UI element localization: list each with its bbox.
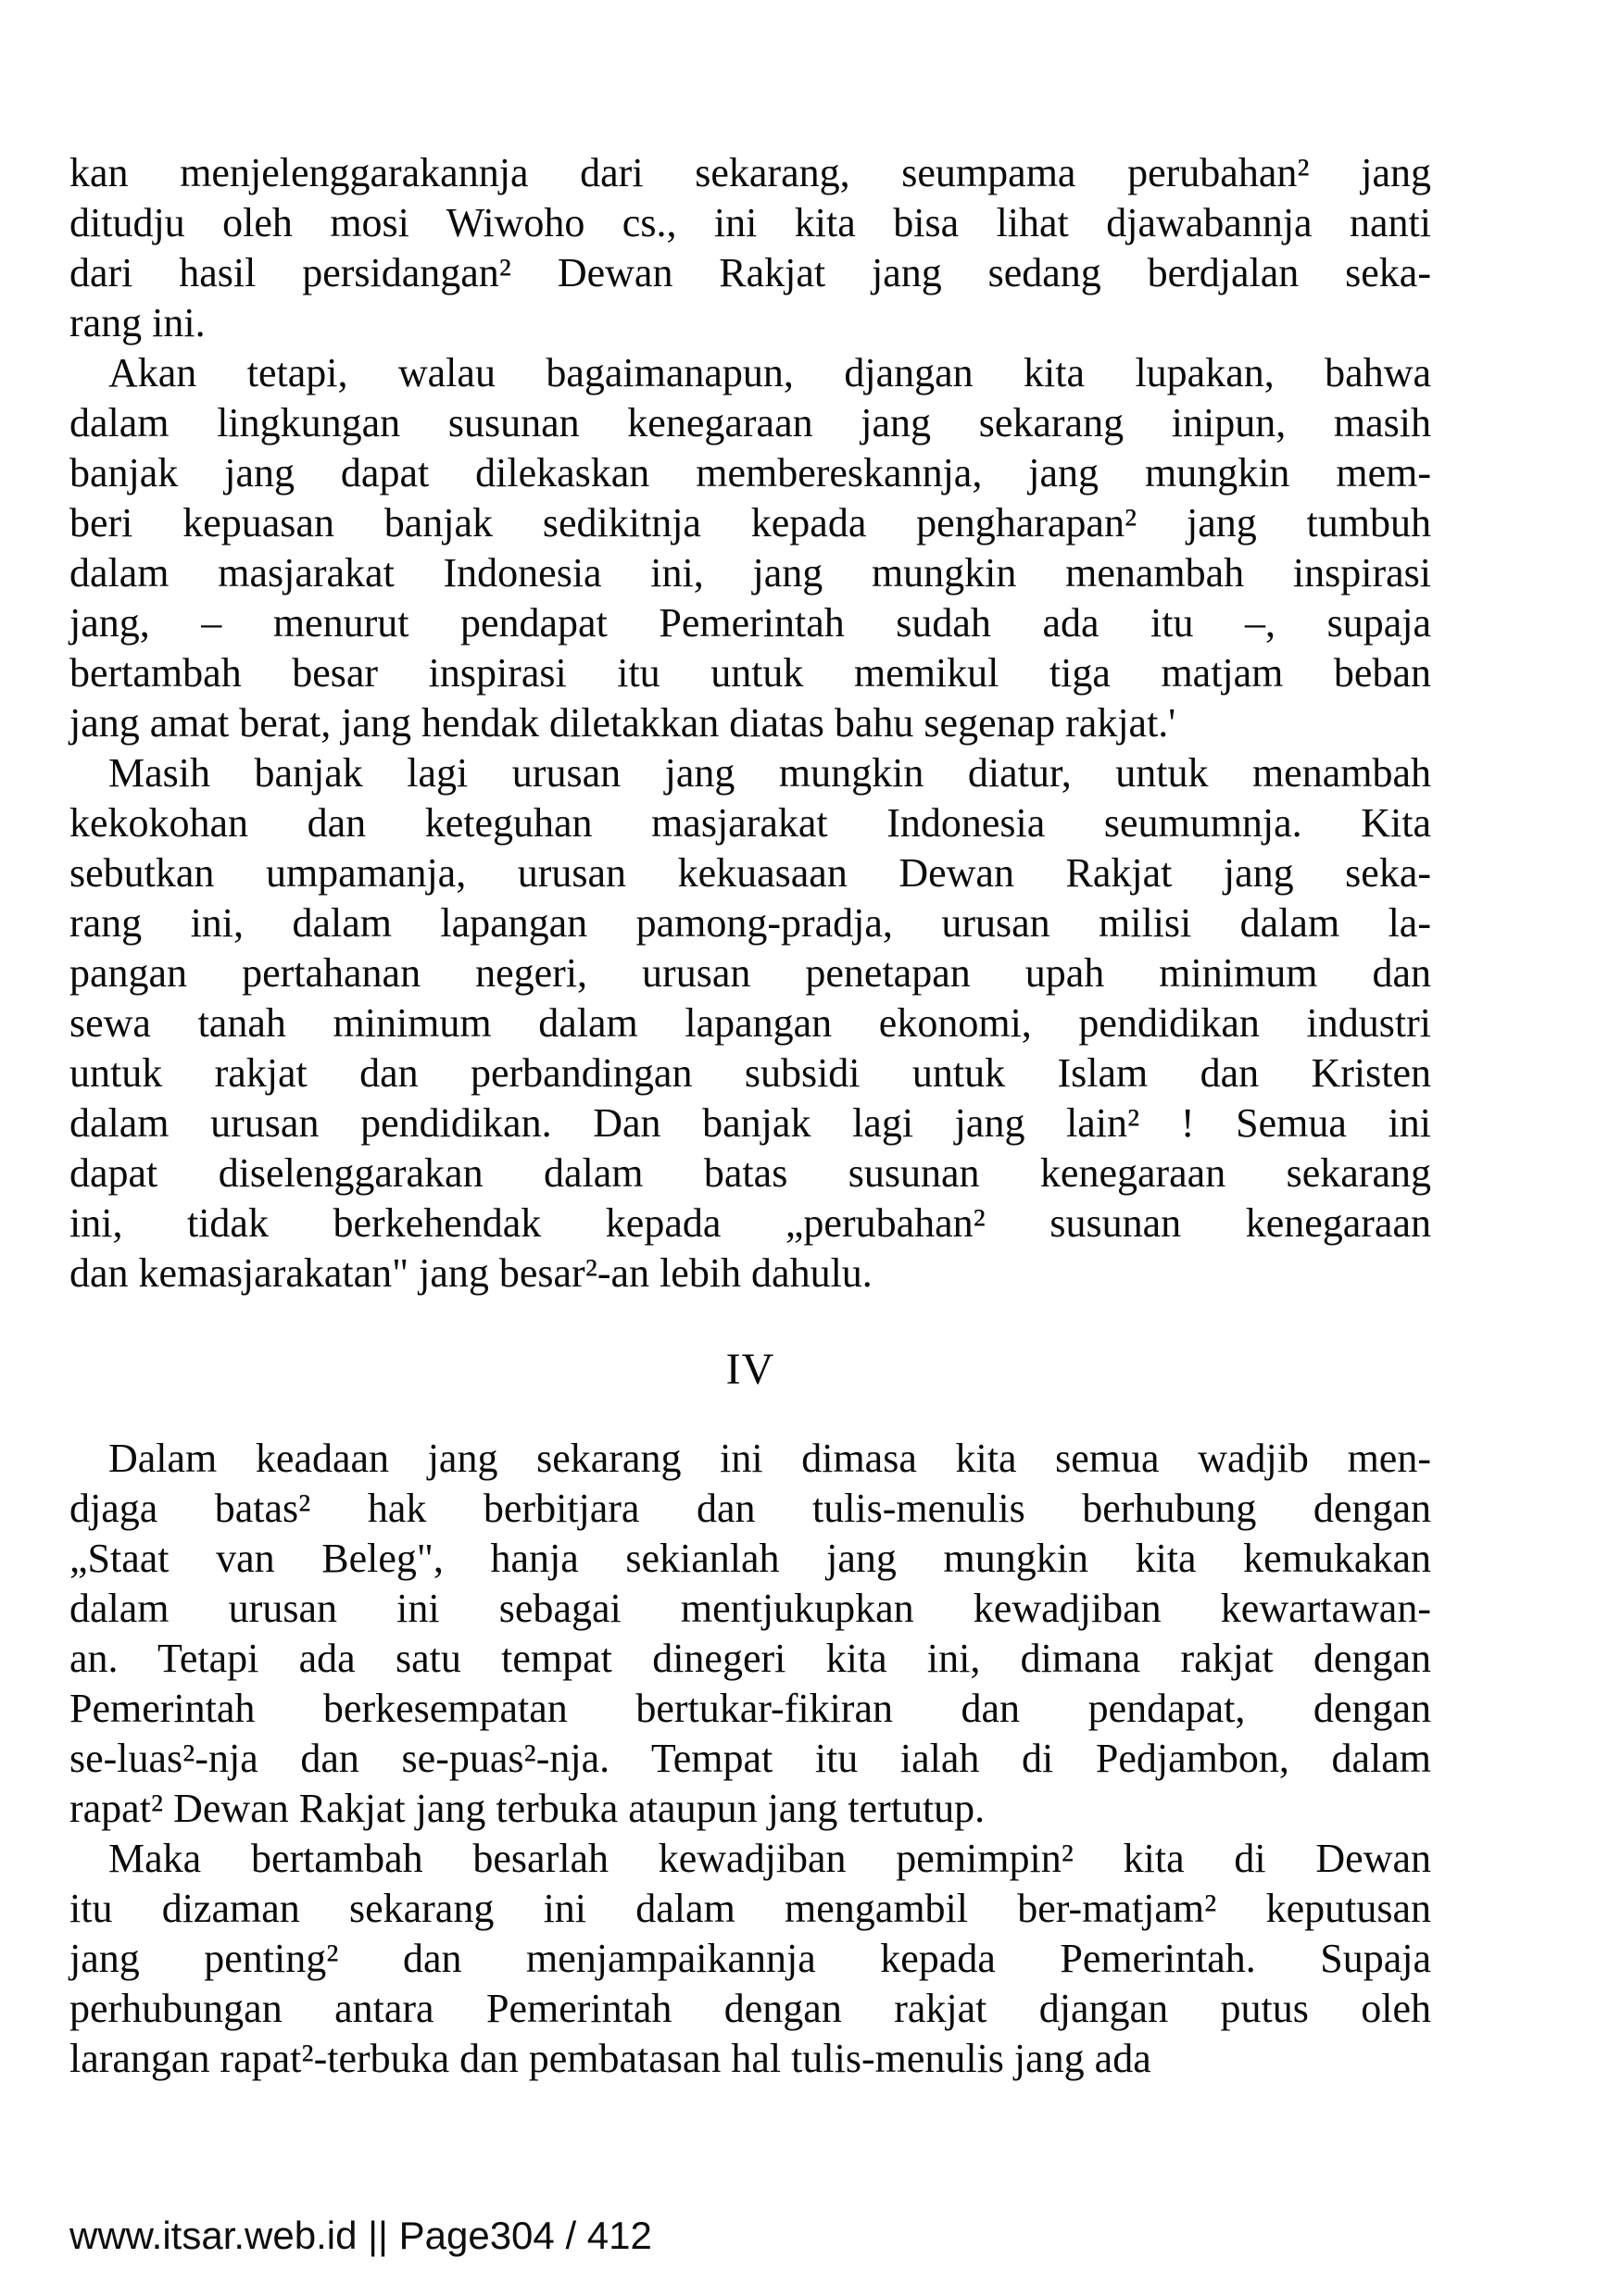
text-line: rapat² Dewan Rakjat jang terbuka ataupun jang tertutup. xyxy=(69,1786,986,1831)
text-line: dalam urusan ini sebagai mentjukupkan kewadjiban kewartawan- xyxy=(69,1586,1431,1631)
text-line: rang ini. xyxy=(69,300,206,345)
text-line: se-luas²-nja dan se-puas²-nja. Tempat itu ialah di Pedjambon, dalam xyxy=(69,1736,1431,1781)
text-line: Akan tetapi, walau bagaimanapun, djangan kita lupakan, bahwa xyxy=(108,350,1431,395)
paragraph xyxy=(69,1434,1431,1834)
text-line: bertambah besar inspirasi itu untuk memikul tiga matjam beban xyxy=(69,650,1431,696)
text-line: perhubungan antara Pemerintah dengan rakjat djangan putus oleh xyxy=(69,1986,1431,2031)
text-line: jang amat berat, jang hendak diletakkan diatas bahu segenap rakjat.' xyxy=(69,700,1176,746)
text-line: an. Tetapi ada satu tempat dinegeri kita ini, dimana rakjat dengan xyxy=(69,1636,1431,1681)
page-content xyxy=(69,148,1431,2084)
text-line: beri kepuasan banjak sedikitnja kepada pengharapan² jang tumbuh xyxy=(69,500,1431,546)
text-line: ini, tidak berkehendak kepada „perubahan² susunan kenegaraan xyxy=(69,1200,1431,1246)
text-line: Dalam keadaan jang sekarang ini dimasa kita semua wadjib men- xyxy=(108,1436,1431,1481)
paragraph xyxy=(69,348,1431,748)
paragraph xyxy=(69,1834,1431,2084)
text-line: banjak jang dapat dilekaskan membereskannja, jang mungkin mem- xyxy=(69,450,1431,496)
text-line: kan menjelenggarakannja dari sekarang, seumpama perubahan² jang xyxy=(69,150,1431,195)
text-line: sewa tanah minimum dalam lapangan ekonomi, pendidikan industri xyxy=(69,1000,1431,1046)
text-line: „Staat van Beleg", hanja sekianlah jang mungkin kita kemukakan xyxy=(69,1536,1431,1581)
text-line: dapat diselenggarakan dalam batas susunan kenegaraan sekarang xyxy=(69,1150,1431,1196)
text-line: dalam urusan pendidikan. Dan banjak lagi jang lain² ! Semua ini xyxy=(69,1100,1431,1146)
text-line: Pemerintah berkesempatan bertukar-fikiran dan pendapat, dengan xyxy=(69,1686,1431,1731)
text-line: Masih banjak lagi urusan jang mungkin diatur, untuk menambah xyxy=(108,750,1431,796)
section-heading: IV xyxy=(725,1345,775,1394)
text-line: djaga batas² hak berbitjara dan tulis-menulis berhubung dengan xyxy=(69,1486,1431,1531)
text-line: itu dizaman sekarang ini dalam mengambil ber-matjam² keputusan xyxy=(69,1886,1431,1931)
page-footer xyxy=(69,2214,652,2258)
text-line: jang, – menurut pendapat Pemerintah sudah ada itu –, supaja xyxy=(69,600,1431,646)
paragraph xyxy=(69,148,1431,348)
text-line: kekokohan dan keteguhan masjarakat Indonesia seumumnja. Kita xyxy=(69,800,1431,846)
text-line: dan kemasjarakatan" jang besar²-an lebih dahulu. xyxy=(69,1250,873,1296)
text-line: pangan pertahanan negeri, urusan penetapan upah minimum dan xyxy=(69,950,1431,996)
text-line: untuk rakjat dan perbandingan subsidi untuk Islam dan Kristen xyxy=(69,1050,1431,1096)
text-line: larangan rapat²-terbuka dan pembatasan hal tulis-menulis jang ada xyxy=(69,2036,1151,2081)
text-line: dalam lingkungan susunan kenegaraan jang sekarang inipun, masih xyxy=(69,400,1431,445)
text-line: jang penting² dan menjampaikannja kepada Pemerintah. Supaja xyxy=(69,1936,1431,1981)
paragraph xyxy=(69,748,1431,1299)
text-line: rang ini, dalam lapangan pamong-pradja, urusan milisi dalam la- xyxy=(69,900,1431,946)
footer-text: www.itsar.web.id || Page304 / 412 xyxy=(69,2214,652,2257)
text-line: ditudju oleh mosi Wiwoho cs., ini kita bisa lihat djawabannja nanti xyxy=(69,200,1431,245)
text-line: Maka bertambah besarlah kewadjiban pemimpin² kita di Dewan xyxy=(108,1836,1431,1881)
text-line: sebutkan umpamanja, urusan kekuasaan Dewan Rakjat jang seka- xyxy=(69,850,1431,896)
text-line: dalam masjarakat Indonesia ini, jang mungkin menambah inspirasi xyxy=(69,550,1431,596)
text-line: dari hasil persidangan² Dewan Rakjat jang sedang berdjalan seka- xyxy=(69,250,1431,295)
